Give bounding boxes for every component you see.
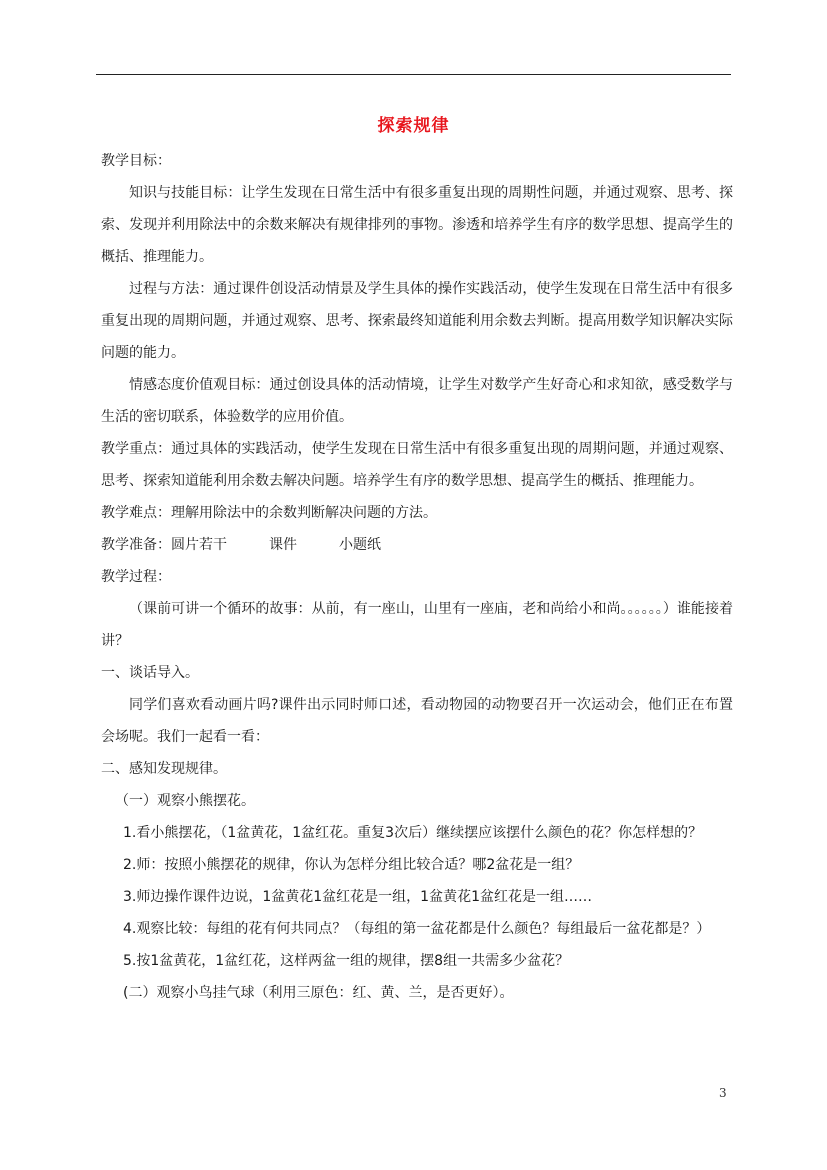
subsection-heading-2: (二）观察小鸟挂气球（利用三原色：红、黄、兰，是否更好）。: [123, 985, 514, 1001]
paragraph-knowledge-goal: 知识与技能目标：让学生发现在日常生活中有很多重复出现的周期性问题，并通过观察、思考、探索、发现并利用除法中的余数来解决有规律排列的事物。渗透和培养学生有序的数学思想、提高学生的概括、推理能力。: [101, 185, 733, 265]
header-rule: [96, 74, 731, 75]
paragraph-process-heading: 教学过程：: [101, 569, 171, 585]
subsection-heading-1: （一）观察小熊摆花。: [115, 793, 255, 809]
paragraph-objectives-heading: 教学目标：: [101, 153, 171, 169]
page-number: 3: [719, 1086, 727, 1100]
list-item-2: 2.师：按照小熊摆花的规律，你认为怎样分组比较合适？哪2盆花是一组？: [123, 857, 580, 873]
paragraph-process-goal: 过程与方法：通过课件创设活动情景及学生具体的操作实践活动，使学生发现在日常生活中有很多重复出现的周期问题，并通过观察、思考、探索最终知道能利用余数去判断。提高用数学知识解决实际问题的能力。: [101, 281, 733, 361]
paragraph-preparation: 教学准备：圆片若干 课件 小题纸: [101, 537, 381, 553]
paragraph-difficulties: 教学难点：理解用除法中的余数判断解决问题的方法。: [101, 505, 437, 521]
page-title: 探索规律: [377, 116, 450, 136]
paragraph-story: （课前可讲一个循环的故事：从前，有一座山，山里有一座庙，老和尚给小和尚。。。。。。）谁能接着讲？: [101, 601, 733, 649]
list-item-1: 1.看小熊摆花，（1盆黄花，1盆红花。重复3次后）继续摆应该摆什么颜色的花？你怎样想的？: [123, 825, 703, 841]
paragraph-emotion-goal: 情感态度价值观目标：通过创设具体的活动情境，让学生对数学产生好奇心和求知欲，感受数学与生活的密切联系，体验数学的应用价值。: [101, 377, 733, 425]
list-item-5: 5.按1盆黄花，1盆红花，这样两盆一组的规律，摆8组一共需多少盆花？: [123, 953, 570, 969]
section-heading-2: 二、感知发现规律。: [101, 761, 227, 777]
paragraph-intro: 同学们喜欢看动画片吗?课件出示同时师口述，看动物园的动物要召开一次运动会，他们正在布置会场呢。我们一起看一看：: [101, 697, 733, 745]
document-body: [101, 145, 733, 1009]
section-heading-1: 一、谈话导入。: [101, 665, 199, 681]
paragraph-key-points: 教学重点：通过具体的实践活动，使学生发现在日常生活中有很多重复出现的周期问题，并通过观察、思考、探索知道能利用余数去解决问题。培养学生有序的数学思想、提高学生的概括、推理能力。: [101, 441, 733, 489]
list-item-3: 3.师边操作课件边说，1盆黄花1盆红花是一组，1盆黄花1盆红花是一组……: [123, 889, 592, 905]
list-item-4: 4.观察比较：每组的花有何共同点？（每组的第一盆花都是什么颜色？每组最后一盆花都是？）: [123, 921, 711, 937]
